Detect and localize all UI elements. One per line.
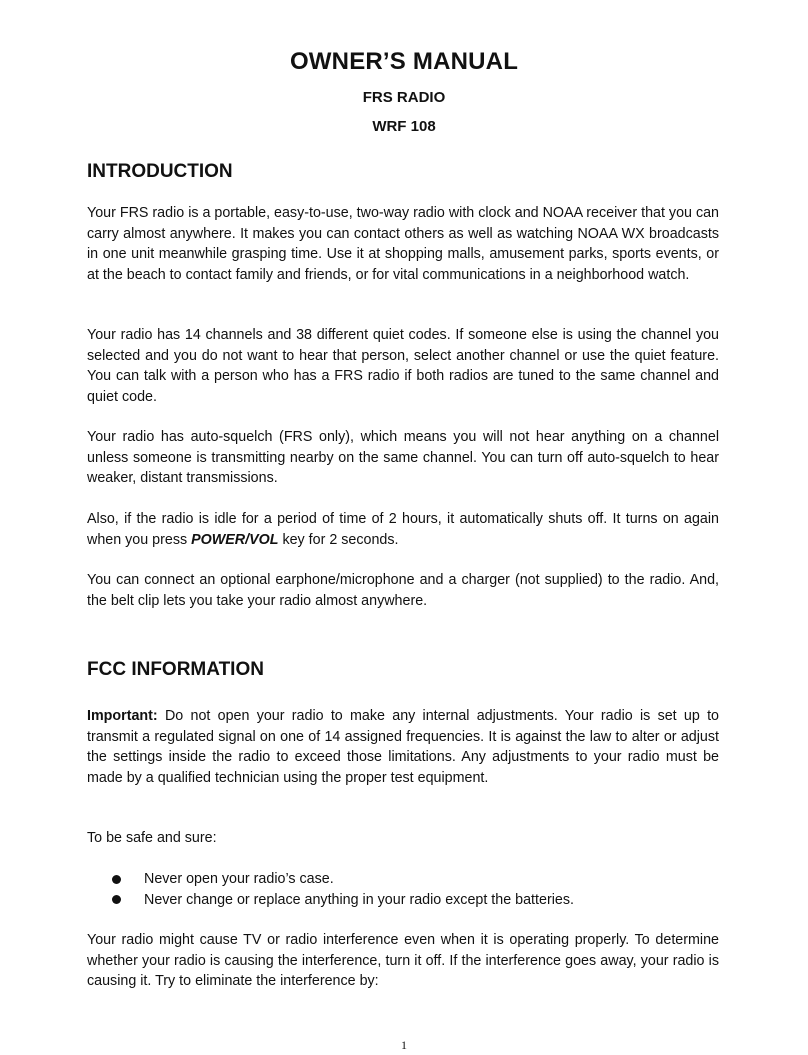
- safety-list: [112, 869, 712, 910]
- introduction-heading: INTRODUCTION: [87, 161, 233, 182]
- fcc-paragraph-2: To be safe and sure:: [87, 830, 217, 846]
- page-title: OWNER’S MANUAL: [289, 48, 519, 75]
- model-number: WRF 108: [372, 118, 436, 135]
- bullet-icon: [112, 895, 121, 904]
- page-number: 1: [401, 1038, 407, 1052]
- power-vol-key: POWER/VOL: [191, 531, 279, 548]
- intro-paragraph-3: Your radio has auto-squelch (FRS only), which means you will not hear anything on a channel unless someone is transmitting nearby on the same channel. You can turn off auto-squelch to hear weaker, distant transmissions.: [87, 429, 719, 487]
- fcc-paragraph-3: Your radio might cause TV or radio interference even when it is operating properly. To determine whether your radio is causing the interference, turn it off. If the interference goes away, your radio is causing it. Try to eliminate the interference by:: [87, 932, 719, 990]
- list-item-text: Never change or replace anything in your radio except the batteries.: [144, 891, 574, 908]
- fcc-paragraph-1: [87, 706, 719, 788]
- list-item-text: Never open your radio’s case.: [144, 871, 334, 887]
- p4-post: key for 2 seconds.: [278, 531, 399, 548]
- product-type: FRS RADIO: [362, 89, 446, 106]
- fcc-heading: FCC INFORMATION: [87, 659, 264, 680]
- intro-paragraph-5: You can connect an optional earphone/microphone and a charger (not supplied) to the radio. And, the belt clip lets you take your radio almost anywhere.: [87, 572, 719, 609]
- important-label: Important:: [87, 708, 158, 724]
- p4-pre: Also, if the radio is idle for a period of time of 2 hours, it automatically shuts off. It turns on again when you press: [87, 511, 719, 548]
- intro-paragraph-1: Your FRS radio is a portable, easy-to-use, two-way radio with clock and NOAA receiver that you can carry almost anywhere. It makes you can contact others as well as watching NOAA WX broadcasts in one unit meanwhile grasping time. Use it at shopping malls, amusement parks, sports events, or at the beach to contact family and friends, or for vital communications in a neighborhood watch.: [87, 205, 720, 283]
- list-item: [112, 869, 712, 890]
- fcc-p1-text: Do not open your radio to make any internal adjustments. Your radio is set up to transmit a regulated signal on one of 14 assigned frequencies. It is against the law to alter or adjust the settings inside the radio to exceed those limitations. Any adjustments to your radio must be made by a qualified technician using the proper test equipment.: [87, 708, 719, 786]
- list-item: [112, 890, 712, 911]
- intro-paragraph-2: Your radio has 14 channels and 38 different quiet codes. If someone else is using the channel you selected and you do not want to hear that person, select another channel or use the quiet feature. You can talk with a person who has a FRS radio if both radios are tuned to the same channel and quiet code.: [87, 327, 719, 405]
- intro-paragraph-4: [87, 509, 719, 550]
- bullet-icon: [112, 875, 121, 884]
